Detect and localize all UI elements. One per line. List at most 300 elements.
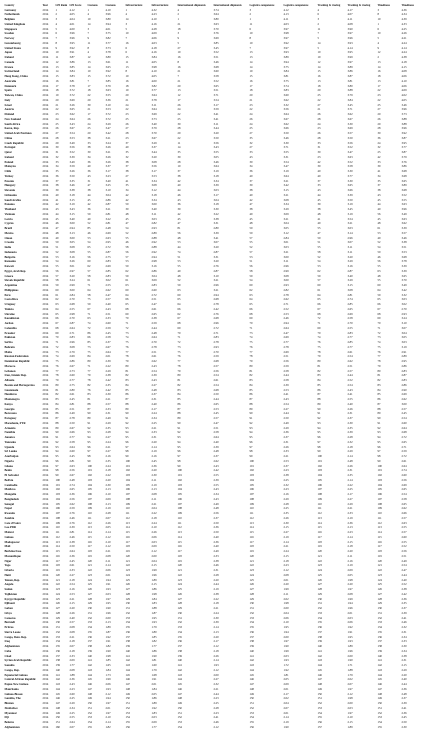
value-cell: 2.27	[151, 382, 157, 387]
value-cell: 2.55	[69, 306, 75, 311]
value-cell: 73	[55, 349, 59, 354]
country-cell: Greece	[4, 273, 14, 278]
value-cell: 88	[125, 401, 129, 406]
value-cell: 8	[87, 45, 89, 50]
value-cell: 2.28	[105, 511, 111, 516]
value-cell: 150	[249, 696, 254, 701]
value-cell: 100	[317, 454, 322, 459]
value-cell: 71	[377, 325, 381, 330]
value-cell: 3.67	[347, 116, 353, 121]
value-cell: 2.33	[105, 406, 111, 411]
value-cell: 57	[249, 235, 253, 240]
value-cell: 4	[317, 7, 319, 12]
value-cell: 3.59	[69, 164, 75, 169]
value-cell: 64	[249, 297, 253, 302]
value-cell: 1.84	[151, 596, 157, 601]
value-cell: 3.45	[347, 207, 353, 212]
column-header: Logistics competence	[283, 4, 309, 7]
value-cell: 20	[377, 112, 381, 117]
value-cell: 81	[249, 368, 253, 373]
value-cell: 27	[55, 131, 59, 136]
country-cell: Mozambique	[4, 553, 21, 558]
value-cell: 2014	[42, 254, 49, 259]
value-cell: 3.50	[347, 197, 353, 202]
value-cell: 2014	[42, 50, 49, 55]
country-cell: Norway	[4, 36, 15, 41]
value-cell: 26	[317, 131, 321, 136]
value-cell: 3.72	[105, 116, 111, 121]
value-cell: 71	[87, 311, 91, 316]
value-cell: 139	[125, 644, 130, 649]
value-cell: 2.21	[69, 634, 75, 639]
value-cell: 3.05	[213, 154, 219, 159]
value-cell: 2.31	[401, 629, 407, 634]
value-cell: 2.00	[347, 701, 353, 706]
value-cell: 2.54	[213, 382, 219, 387]
country-cell: Haiti	[4, 572, 11, 577]
value-cell: 119	[55, 568, 60, 573]
value-cell: 63	[55, 302, 59, 307]
value-cell: 92	[249, 420, 253, 425]
value-cell: 3.83	[69, 74, 75, 79]
value-cell: 2.33	[151, 430, 157, 435]
value-cell: 26	[87, 116, 91, 121]
value-cell: 84	[377, 387, 381, 392]
value-cell: 42	[177, 211, 181, 216]
value-cell: 110	[377, 511, 382, 516]
value-cell: 2014	[42, 511, 49, 516]
value-cell: 51	[249, 259, 253, 264]
value-cell: 2.24	[105, 463, 111, 468]
value-cell: 2.15	[347, 720, 353, 725]
country-cell: Albania	[4, 378, 15, 383]
value-cell: 2.36	[283, 430, 289, 435]
value-cell: 3.67	[69, 126, 75, 131]
value-cell: 2.68	[401, 430, 407, 435]
value-cell: 2.00	[151, 553, 157, 558]
value-cell: 97	[125, 444, 129, 449]
value-cell: 126	[249, 582, 254, 587]
value-cell: 2.91	[401, 349, 407, 354]
value-cell: 10	[177, 164, 181, 169]
value-cell: 57	[317, 278, 321, 283]
value-cell: 38	[87, 145, 91, 150]
value-cell: 2.77	[347, 344, 353, 349]
value-cell: 4.06	[401, 83, 407, 88]
value-cell: 4.05	[151, 59, 157, 64]
value-cell: 3.24	[105, 140, 111, 145]
value-cell: 2.08	[69, 629, 75, 634]
country-cell: Afghanistan	[4, 724, 20, 729]
value-cell: 118	[377, 549, 382, 554]
value-cell: 4.26	[401, 31, 407, 36]
value-cell: 33	[87, 140, 91, 145]
value-cell: 3.92	[105, 69, 111, 74]
value-cell: 2.49	[401, 558, 407, 563]
value-cell: 2.08	[69, 667, 75, 672]
value-cell: 86	[317, 387, 321, 392]
value-cell: 2.14	[213, 625, 219, 630]
value-cell: 35	[377, 178, 381, 183]
value-cell: 138	[249, 639, 254, 644]
value-cell: 89	[249, 406, 253, 411]
value-cell: 2.09	[283, 682, 289, 687]
value-cell: 2014	[42, 216, 49, 221]
value-cell: 2.46	[213, 720, 219, 725]
value-cell: 2.93	[283, 283, 289, 288]
value-cell: 2.68	[69, 302, 75, 307]
value-cell: 80	[125, 363, 129, 368]
value-cell: 80	[249, 363, 253, 368]
value-cell: 85	[87, 226, 91, 231]
value-cell: 2.55	[213, 482, 219, 487]
value-cell: 2.25	[283, 506, 289, 511]
value-cell: 1	[125, 7, 127, 12]
value-cell: 3.17	[213, 102, 219, 107]
value-cell: 2014	[42, 663, 49, 668]
value-cell: 143	[317, 658, 322, 663]
value-cell: 2.36	[69, 553, 75, 558]
value-cell: 82	[177, 382, 181, 387]
value-cell: 104	[55, 496, 60, 501]
value-cell: 4	[377, 40, 379, 45]
country-cell: Belarus	[4, 720, 14, 725]
value-cell: 108	[87, 501, 92, 506]
value-cell: 151	[55, 720, 60, 725]
value-cell: 3.21	[283, 178, 289, 183]
value-cell: 3.62	[69, 112, 75, 117]
country-cell: Costa Rica	[4, 297, 18, 302]
value-cell: 4.33	[401, 21, 407, 26]
country-cell: Senegal	[4, 501, 14, 506]
value-cell: 55	[87, 249, 91, 254]
value-cell: 50	[55, 240, 59, 245]
value-cell: 2.05	[347, 572, 353, 577]
country-cell: Thailand	[4, 207, 16, 212]
value-cell: 2014	[42, 530, 49, 535]
value-cell: 2.24	[283, 549, 289, 554]
value-cell: 78	[177, 363, 181, 368]
value-cell: 2.69	[283, 349, 289, 354]
value-cell: 1.83	[151, 601, 157, 606]
value-cell: 129	[55, 615, 60, 620]
value-cell: 2.28	[347, 435, 353, 440]
value-cell: 3.11	[151, 211, 157, 216]
value-cell: 3.26	[105, 154, 111, 159]
value-cell: 3.54	[69, 131, 75, 136]
value-cell: 109	[55, 520, 60, 525]
value-cell: 63	[249, 292, 253, 297]
value-cell: 2.23	[283, 468, 289, 473]
value-cell: 109	[125, 501, 130, 506]
value-cell: 132	[55, 629, 60, 634]
value-cell: 1.95	[283, 625, 289, 630]
value-cell: 3.38	[69, 188, 75, 193]
value-cell: 30	[377, 131, 381, 136]
value-cell: 147	[249, 682, 254, 687]
value-cell: 2.75	[105, 254, 111, 259]
value-cell: 1.86	[151, 648, 157, 653]
value-cell: 35	[55, 169, 59, 174]
value-cell: 2.05	[151, 691, 157, 696]
value-cell: 3.96	[401, 107, 407, 112]
value-cell: 2.18	[151, 515, 157, 520]
value-cell: 2.64	[151, 335, 157, 340]
value-cell: 120	[317, 549, 322, 554]
value-cell: 137	[125, 634, 130, 639]
value-cell: 2.45	[105, 330, 111, 335]
value-cell: 20	[249, 93, 253, 98]
value-cell: 2014	[42, 197, 49, 202]
value-cell: 2.06	[105, 568, 111, 573]
value-cell: 1.99	[151, 568, 157, 573]
value-cell: 2.39	[401, 610, 407, 615]
value-cell: 86	[377, 397, 381, 402]
value-cell: 2.21	[283, 454, 289, 459]
value-cell: 3.43	[213, 145, 219, 150]
value-cell: 114	[177, 534, 182, 539]
value-cell: 68	[177, 321, 181, 326]
value-cell: 130	[249, 601, 254, 606]
value-cell: 2.13	[347, 525, 353, 530]
value-cell: 97	[55, 463, 59, 468]
value-cell: 2.29	[69, 701, 75, 706]
value-cell: 3.65	[213, 83, 219, 88]
value-cell: 65	[377, 297, 381, 302]
value-cell: 3.21	[213, 287, 219, 292]
value-cell: 124	[317, 568, 322, 573]
value-cell: 21	[177, 69, 181, 74]
value-cell: 47	[87, 183, 91, 188]
value-cell: 87	[317, 392, 321, 397]
value-cell: 137	[377, 639, 382, 644]
value-cell: 3.89	[401, 183, 407, 188]
value-cell: 126	[55, 601, 60, 606]
value-cell: 40	[377, 207, 381, 212]
value-cell: 2.61	[69, 563, 75, 568]
value-cell: 2014	[42, 169, 49, 174]
value-cell: 3.87	[401, 135, 407, 140]
value-cell: 69	[55, 330, 59, 335]
value-cell: 18	[55, 88, 59, 93]
value-cell: 3.54	[283, 159, 289, 164]
value-cell: 146	[125, 677, 130, 682]
country-cell: Jamaica	[4, 435, 15, 440]
value-cell: 3.63	[105, 88, 111, 93]
value-cell: 67	[177, 316, 181, 321]
value-cell: 3.62	[283, 121, 289, 126]
value-cell: 58	[125, 245, 129, 250]
value-cell: 84	[177, 392, 181, 397]
value-cell: 3.59	[213, 107, 219, 112]
value-cell: 3.93	[347, 40, 353, 45]
value-cell: 2014	[42, 178, 49, 183]
value-cell: 1.92	[151, 705, 157, 710]
value-cell: 117	[55, 558, 60, 563]
value-cell: 1	[377, 21, 379, 26]
value-cell: 139	[177, 653, 182, 658]
country-cell: Taiwan, China	[4, 93, 23, 98]
value-cell: 27	[317, 102, 321, 107]
value-cell: 2.42	[401, 591, 407, 596]
value-cell: 2.75	[69, 382, 75, 387]
value-cell: 156	[249, 724, 254, 729]
value-cell: 92	[377, 425, 381, 430]
value-cell: 36	[177, 202, 181, 207]
value-cell: 4.10	[105, 7, 111, 12]
column-header: Customs	[105, 4, 116, 7]
value-cell: 2.25	[151, 420, 157, 425]
value-cell: 2.59	[69, 506, 75, 511]
value-cell: 1.79	[151, 667, 157, 672]
value-cell: 142	[55, 677, 60, 682]
value-cell: 2.58	[69, 439, 75, 444]
value-cell: 3.04	[401, 330, 407, 335]
value-cell: 3.15	[283, 188, 289, 193]
value-cell: 10	[249, 31, 253, 36]
value-cell: 3.64	[213, 12, 219, 17]
value-cell: 7	[125, 36, 127, 41]
value-cell: 95	[317, 430, 321, 435]
value-cell: 3.62	[401, 221, 407, 226]
value-cell: 11	[177, 140, 181, 145]
value-cell: 2.10	[105, 539, 111, 544]
value-cell: 2.96	[213, 321, 219, 326]
value-cell: 126	[87, 587, 92, 592]
value-cell: 125	[177, 587, 182, 592]
value-cell: 1.84	[105, 667, 111, 672]
value-cell: 6	[55, 31, 57, 36]
value-cell: 2.10	[283, 620, 289, 625]
value-cell: 2.49	[69, 411, 75, 416]
value-cell: 2.59	[213, 354, 219, 359]
value-cell: 2.56	[401, 477, 407, 482]
value-cell: 57	[87, 268, 91, 273]
value-cell: 2.85	[105, 268, 111, 273]
country-cell: Cambodia	[4, 482, 18, 487]
value-cell: 37	[317, 178, 321, 183]
value-cell: 2014	[42, 629, 49, 634]
value-cell: 117	[377, 544, 382, 549]
country-cell: Indonesia	[4, 249, 17, 254]
value-cell: 2014	[42, 672, 49, 677]
value-cell: 104	[125, 477, 130, 482]
value-cell: 132	[317, 606, 322, 611]
value-cell: 1.99	[105, 677, 111, 682]
value-cell: 85	[317, 382, 321, 387]
country-cell: Malaysia	[4, 164, 16, 169]
value-cell: 13	[377, 59, 381, 64]
value-cell: 130	[177, 610, 182, 615]
value-cell: 30	[177, 121, 181, 126]
value-cell: 3.78	[401, 259, 407, 264]
value-cell: 111	[125, 511, 130, 516]
value-cell: 105	[125, 482, 130, 487]
value-cell: 2.51	[105, 311, 111, 316]
value-cell: 41	[317, 216, 321, 221]
value-cell: 2014	[42, 273, 49, 278]
value-cell: 3.75	[283, 64, 289, 69]
value-cell: 101	[249, 463, 254, 468]
value-cell: 118	[55, 563, 60, 568]
country-cell: Gambia, The	[4, 696, 21, 701]
value-cell: 2.76	[69, 520, 75, 525]
value-cell: 2014	[42, 17, 49, 22]
value-cell: 40	[249, 173, 253, 178]
value-cell: 2.65	[69, 487, 75, 492]
value-cell: 2.01	[105, 354, 111, 359]
value-cell: 49	[177, 268, 181, 273]
country-cell: Vietnam	[4, 211, 15, 216]
value-cell: 141	[249, 653, 254, 658]
value-cell: 2014	[42, 710, 49, 715]
value-cell: 78	[125, 354, 129, 359]
value-cell: 2.17	[213, 639, 219, 644]
value-cell: 2014	[42, 686, 49, 691]
value-cell: 2.60	[151, 287, 157, 292]
value-cell: 46	[87, 230, 91, 235]
value-cell: 88	[177, 411, 181, 416]
value-cell: 2.83	[151, 283, 157, 288]
value-cell: 2.41	[213, 715, 219, 720]
value-cell: 14	[55, 69, 59, 74]
value-cell: 2014	[42, 634, 49, 639]
value-cell: 6	[249, 26, 251, 31]
value-cell: 44	[55, 211, 59, 216]
value-cell: 2.08	[105, 553, 111, 558]
value-cell: 2014	[42, 610, 49, 615]
value-cell: 1.88	[347, 667, 353, 672]
value-cell: 2.81	[69, 530, 75, 535]
value-cell: 71	[249, 325, 253, 330]
value-cell: 46	[377, 254, 381, 259]
value-cell: 111	[87, 515, 92, 520]
value-cell: 1.90	[283, 724, 289, 729]
value-cell: 2.60	[69, 691, 75, 696]
value-cell: 3.72	[69, 93, 75, 98]
value-cell: 95	[87, 439, 91, 444]
value-cell: 1	[55, 7, 57, 12]
value-cell: 3.65	[69, 107, 75, 112]
value-cell: 101	[87, 468, 92, 473]
value-cell: 106	[317, 482, 322, 487]
value-cell: 148	[377, 691, 382, 696]
value-cell: 64	[125, 292, 129, 297]
value-cell: 2.32	[347, 439, 353, 444]
value-cell: 3.84	[347, 97, 353, 102]
value-cell: 3.82	[105, 36, 111, 41]
value-cell: 117	[125, 539, 130, 544]
value-cell: 3.74	[283, 83, 289, 88]
value-cell: 2.26	[213, 653, 219, 658]
value-cell: 2.20	[401, 672, 407, 677]
value-cell: 91	[177, 425, 181, 430]
value-cell: 2014	[42, 496, 49, 501]
value-cell: 1.81	[283, 672, 289, 677]
value-cell: 56	[177, 230, 181, 235]
value-cell: 102	[377, 473, 382, 478]
value-cell: 2.00	[347, 653, 353, 658]
value-cell: 103	[317, 468, 322, 473]
value-cell: 102	[317, 463, 322, 468]
value-cell: 2.23	[283, 487, 289, 492]
value-cell: 140	[55, 667, 60, 672]
value-cell: 2.26	[347, 463, 353, 468]
value-cell: 1.88	[151, 606, 157, 611]
value-cell: 7	[87, 31, 89, 36]
value-cell: 2.18	[213, 601, 219, 606]
value-cell: 92	[125, 420, 129, 425]
